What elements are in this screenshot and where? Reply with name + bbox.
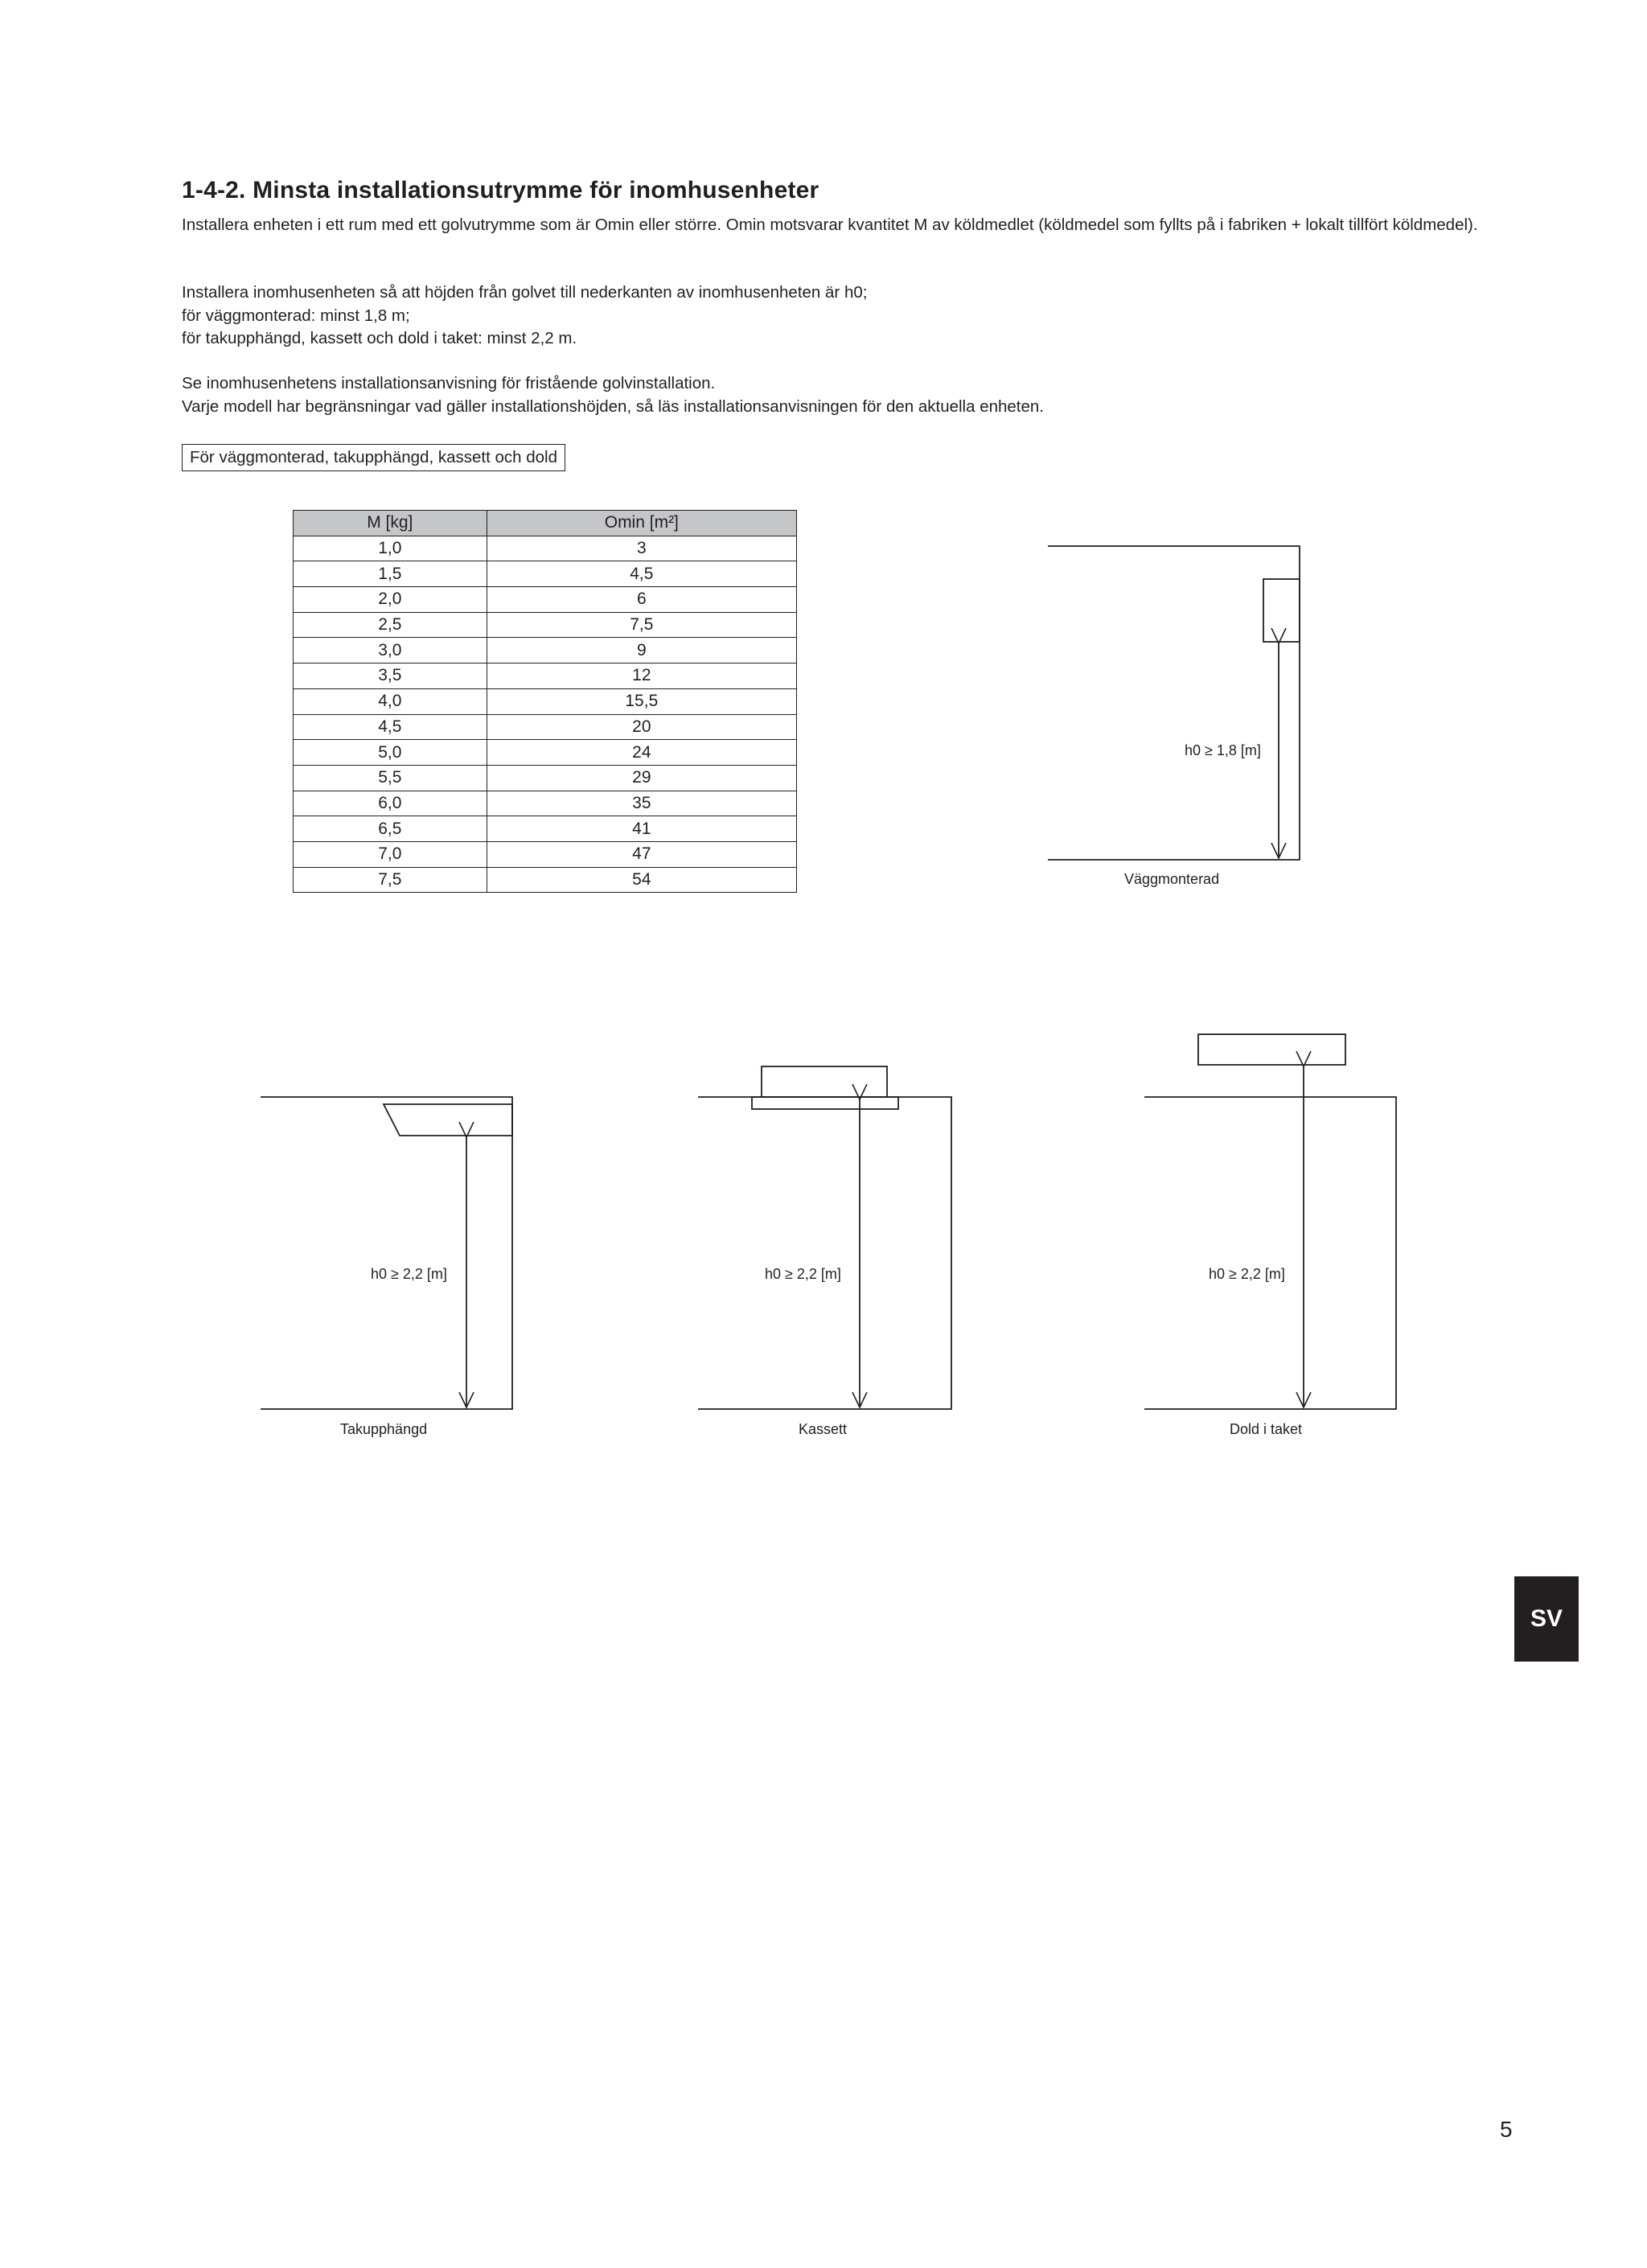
cell-m-kg: 4,5 — [294, 714, 487, 740]
reference-line-1: Se inomhusenhetens installationsanvisning för fristående golvinstallation. — [182, 374, 716, 392]
reference-line-2: Varje modell har begränsningar vad gäller installationshöjden, så läs installationsanvisningen för den aktuella enheten. — [182, 396, 1044, 416]
concealed-height-label: h0 ≥ 2,2 [m] — [1209, 1266, 1285, 1282]
cell-m-kg: 2,5 — [294, 612, 487, 638]
cell-m-kg: 4,0 — [294, 688, 487, 714]
intro-paragraph: Installera enheten i ett rum med ett golvutrymme som är Omin eller större. Omin motsvarar kvantitet M av köldmedlet (köldmedel som fyllts på i fabriken + lokalt tillfört köldmedel). — [182, 216, 1478, 234]
cell-m-kg: 6,5 — [294, 816, 487, 842]
height-line-3: för takupphängd, kassett och dold i taket: minst 2,2 m. — [182, 329, 577, 347]
cell-m-kg: 3,5 — [294, 664, 487, 689]
cassette-diagram — [698, 1066, 951, 1409]
cell-omin: 12 — [487, 664, 796, 689]
cell-m-kg: 3,0 — [294, 638, 487, 664]
cell-m-kg: 5,5 — [294, 765, 487, 791]
unit-types-label: För väggmonterad, takupphängd, kassett och dold — [182, 444, 565, 471]
cell-omin: 24 — [487, 740, 796, 766]
wall-unit — [1263, 579, 1300, 642]
cell-omin: 4,5 — [487, 561, 796, 587]
cassette-body — [762, 1066, 887, 1097]
ceiling-suspended-unit — [384, 1104, 512, 1136]
cell-m-kg: 7,0 — [294, 841, 487, 867]
concealed-unit — [1198, 1034, 1345, 1065]
height-line-1: Installera inomhusenheten så att höjden från golvet till nederkanten av inomhusenheten är h0; — [182, 283, 868, 302]
concealed-diagram — [1144, 1034, 1396, 1409]
wall-mounted-diagram — [1048, 546, 1300, 860]
cell-m-kg: 1,0 — [294, 536, 487, 561]
cell-m-kg: 2,0 — [294, 587, 487, 613]
cassette-height-label: h0 ≥ 2,2 [m] — [765, 1266, 841, 1282]
ceiling-suspended-diagram — [261, 1097, 512, 1409]
header-m-kg: M [kg] — [294, 511, 487, 536]
page-number: 5 — [1500, 2117, 1513, 2142]
ceiling-caption: Takupphängd — [340, 1421, 428, 1437]
cell-omin: 20 — [487, 714, 796, 740]
header-omin: Omin [m²] — [487, 511, 796, 536]
height-line-2: för väggmonterad: minst 1,8 m; — [182, 306, 410, 325]
cell-omin: 3 — [487, 536, 796, 561]
cell-omin: 6 — [487, 587, 796, 613]
cell-omin: 47 — [487, 841, 796, 867]
cell-omin: 7,5 — [487, 612, 796, 638]
ceiling-height-label: h0 ≥ 2,2 [m] — [371, 1266, 447, 1282]
cell-omin: 35 — [487, 791, 796, 816]
cell-omin: 41 — [487, 816, 796, 842]
cell-m-kg: 1,5 — [294, 561, 487, 587]
language-tab: SV — [1514, 1576, 1579, 1662]
wall-height-label: h0 ≥ 1,8 [m] — [1185, 742, 1261, 758]
concealed-caption: Dold i taket — [1230, 1421, 1303, 1437]
concealed-room-outline — [1144, 1097, 1396, 1409]
cell-m-kg: 5,0 — [294, 740, 487, 766]
section-title: 1-4-2. Minsta installationsutrymme för inomhusenheter — [182, 177, 819, 203]
cell-omin: 15,5 — [487, 688, 796, 714]
cell-omin: 29 — [487, 765, 796, 791]
cell-omin: 9 — [487, 638, 796, 664]
cassette-room-outline — [698, 1097, 951, 1409]
wall-room-outline — [1048, 546, 1300, 860]
ceiling-room-outline — [261, 1097, 512, 1409]
cell-m-kg: 7,5 — [294, 867, 487, 893]
cell-omin: 54 — [487, 867, 796, 893]
cassette-caption: Kassett — [799, 1421, 848, 1437]
wall-caption: Väggmonterad — [1124, 871, 1220, 887]
cassette-panel — [752, 1097, 898, 1109]
cell-m-kg: 6,0 — [294, 791, 487, 816]
